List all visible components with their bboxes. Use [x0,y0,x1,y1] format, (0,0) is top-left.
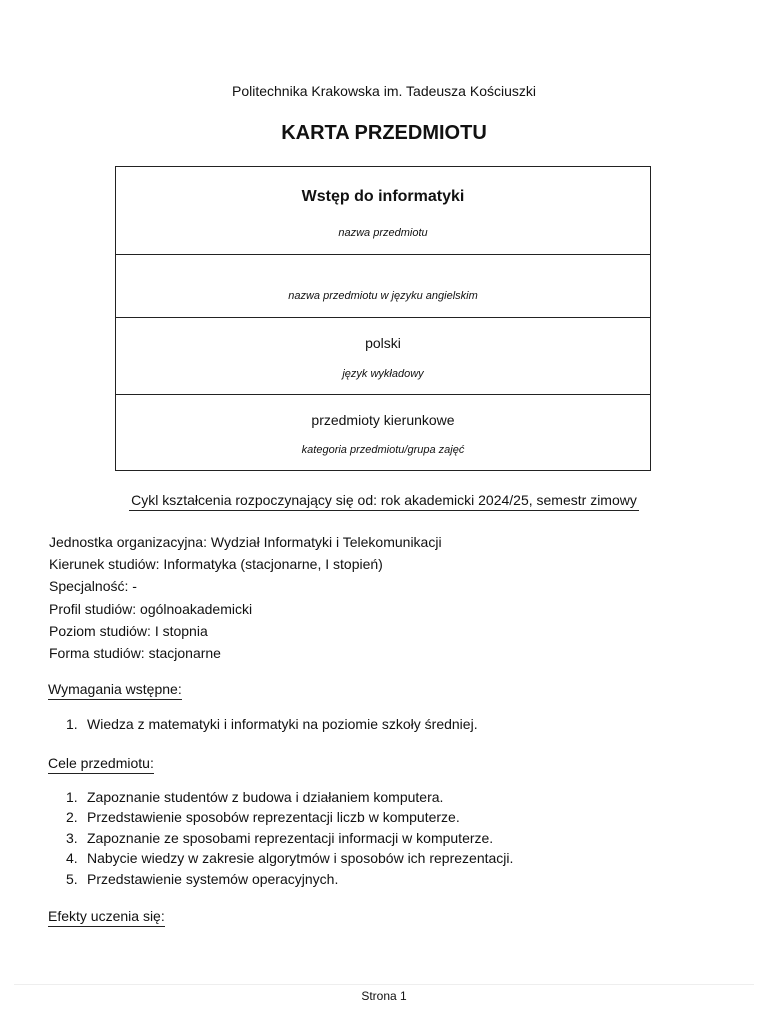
list-item-text: Zapoznanie studentów z budowa i działaniem komputera. [87,789,444,805]
organization-info [49,531,442,664]
education-cycle-text: Cykl kształcenia rozpoczynający się od: rok akademicki 2024/25, semestr zimowy [129,492,639,511]
subject-name-cell [116,167,650,255]
subject-english-name-caption: nazwa przedmiotu w języku angielskim [288,290,478,302]
subject-name: Wstęp do informatyki [301,188,465,205]
list-item [66,807,513,827]
list-item-text: Przedstawienie systemów operacyjnych. [87,870,339,887]
subject-name-caption: nazwa przedmiotu [338,227,428,239]
subject-english-name-cell [116,255,650,318]
learning-outcomes-heading [48,908,165,924]
list-item-text: Przedstawienie sposobów reprezentacji liczb w komputerze. [87,809,460,826]
category-value: przedmioty kierunkowe [311,412,455,428]
study-level: Poziom studiów: I stopnia [49,622,208,639]
subject-info-table [115,166,651,471]
language-caption: język wykładowy [342,368,424,380]
list-number: 1. [66,716,78,732]
requirements-heading [48,681,182,697]
list-number: 3. [66,829,78,846]
list-number: 4. [66,850,78,867]
footer-divider [14,984,754,985]
list-number: 1. [66,789,78,805]
category-cell [116,395,650,470]
list-number: 5. [66,870,78,887]
study-profile: Profil studiów: ogólnoakademicki [49,600,253,617]
study-form: Forma studiów: stacjonarne [49,645,221,662]
list-item [66,787,513,807]
requirements-list [66,714,478,734]
list-item-text: Nabycie wiedzy w zakresie algorytmów i sposobów ich reprezentacji. [87,850,514,867]
goals-heading-text: Cele przedmiotu: [48,755,154,774]
field-of-study: Kierunek studiów: Informatyka (stacjonarne, I stopień) [49,556,383,573]
org-unit: Jednostka organizacyjna: Wydział Informatyki i Telekomunikacji [49,534,442,550]
list-item-text: Zapoznanie ze sposobami reprezentacji informacji w komputerze. [87,829,494,846]
university-name: Politechnika Krakowska im. Tadeusza Kościuszki [232,83,536,99]
specialization: Specjalność: - [49,578,137,595]
list-number: 2. [66,809,78,826]
goals-heading [48,755,154,771]
list-item [66,869,513,889]
category-caption: kategoria przedmiotu/grupa zajęć [301,444,465,456]
learning-outcomes-heading-text: Efekty uczenia się: [48,908,165,927]
page-number: Strona 1 [361,989,407,1003]
list-item-text: Wiedza z matematyki i informatyki na poziomie szkoły średniej. [87,716,478,732]
list-item [66,828,513,848]
list-item [66,714,478,734]
language-value: polski [365,335,401,351]
document-title: KARTA PRZEDMIOTU [281,122,487,144]
language-cell [116,318,650,395]
education-cycle [0,492,768,508]
list-item [66,848,513,868]
requirements-heading-text: Wymagania wstępne: [48,681,182,700]
goals-list [66,787,513,889]
